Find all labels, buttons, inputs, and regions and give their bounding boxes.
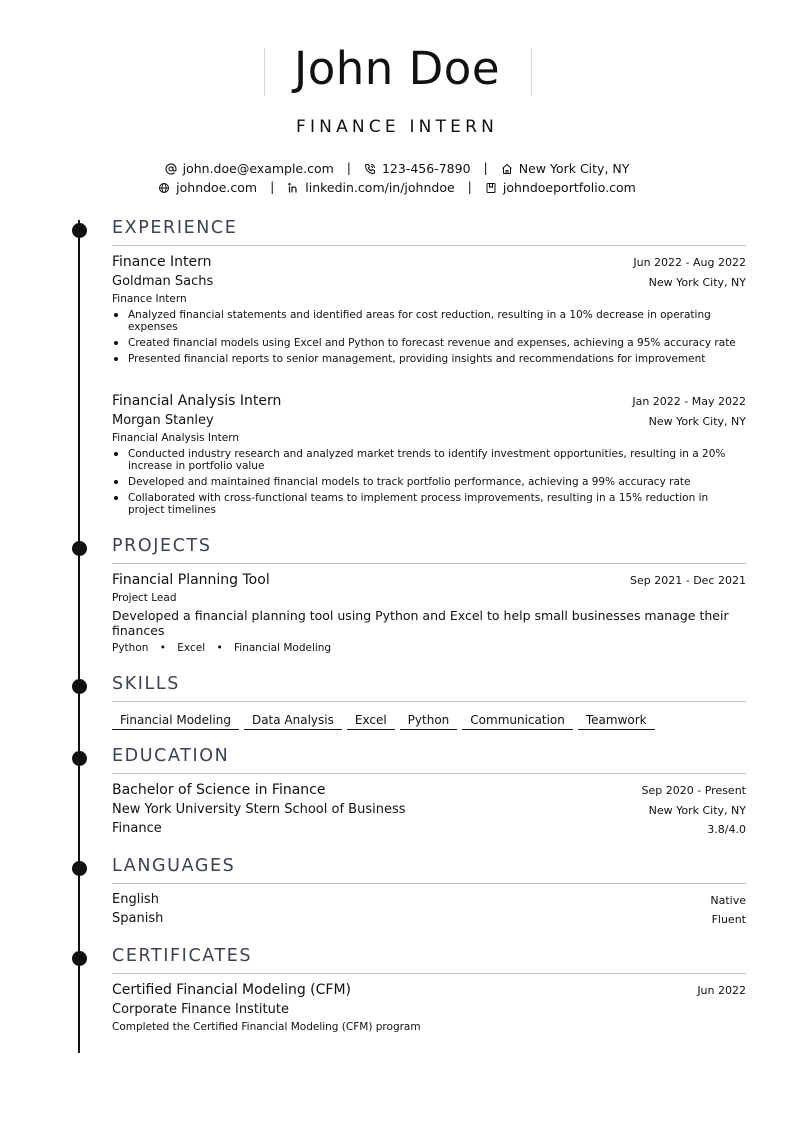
portfolio-icon bbox=[485, 182, 497, 194]
job-dates: Jan 2022 - May 2022 bbox=[632, 395, 746, 408]
certificate-issuer: Corporate Finance Institute bbox=[112, 1002, 289, 1017]
job-company: Goldman Sachs bbox=[112, 274, 214, 289]
project-name: Financial Planning Tool bbox=[112, 572, 270, 588]
section-heading: EXPERIENCE bbox=[112, 218, 238, 238]
list-item: Presented financial reports to senior management, providing insights and recommendations for improvement bbox=[112, 353, 746, 365]
contact-separator: | bbox=[270, 179, 275, 194]
education-location: New York City, NY bbox=[648, 804, 746, 817]
list-item: Analyzed financial statements and identified areas for cost reduction, resulting in a 10% decrease in operating expenses bbox=[112, 309, 746, 333]
contact-phone[interactable] bbox=[364, 161, 471, 177]
language-level: Fluent bbox=[711, 913, 746, 926]
certificate-name: Certified Financial Modeling (CFM) bbox=[112, 982, 352, 998]
project-role: Project Lead bbox=[112, 592, 177, 604]
contact-separator: | bbox=[346, 160, 351, 175]
timeline-dot-languages bbox=[72, 861, 87, 876]
timeline-dot-experience bbox=[72, 223, 87, 238]
at-icon bbox=[165, 163, 177, 175]
section-divider bbox=[112, 773, 746, 774]
languages-section bbox=[112, 856, 746, 931]
language-name: English bbox=[112, 892, 159, 907]
language-level: Native bbox=[710, 894, 746, 907]
certificates-section bbox=[112, 946, 746, 1041]
linkedin-icon bbox=[287, 182, 299, 194]
contact-linkedin[interactable] bbox=[287, 180, 454, 196]
globe-icon bbox=[158, 182, 170, 194]
location-text: New York City, NY bbox=[518, 160, 630, 176]
experience-item-position bbox=[112, 431, 746, 449]
keyword-separator: • bbox=[159, 642, 166, 654]
job-bullets bbox=[112, 448, 746, 520]
school: New York University Stern School of Business bbox=[112, 802, 406, 817]
experience-item-company bbox=[112, 412, 746, 430]
contact-separator: | bbox=[483, 160, 488, 175]
section-divider bbox=[112, 563, 746, 564]
certificate-date: Jun 2022 bbox=[697, 984, 746, 997]
contact-row-links bbox=[0, 179, 794, 196]
contact-separator: | bbox=[467, 179, 472, 194]
language-row bbox=[112, 910, 746, 928]
skill-tag: Python bbox=[400, 712, 458, 730]
contact-location bbox=[501, 161, 630, 177]
skill-tag: Excel bbox=[347, 712, 395, 730]
education-section bbox=[112, 746, 746, 841]
phone-text: 123-456-7890 bbox=[381, 160, 471, 176]
home-icon bbox=[501, 163, 513, 175]
section-heading: EDUCATION bbox=[112, 746, 230, 766]
section-heading: LANGUAGES bbox=[112, 856, 236, 876]
certificate-header bbox=[112, 981, 746, 999]
experience-item-position bbox=[112, 292, 746, 310]
section-divider bbox=[112, 701, 746, 702]
timeline-dot-certificates bbox=[72, 951, 87, 966]
list-item: Developed and maintained financial models to track portfolio performance, achieving a 99% accuracy rate bbox=[112, 476, 746, 488]
project-item-header bbox=[112, 571, 746, 589]
list-item: Created financial models using Excel and Python to forecast revenue and expenses, achieving a 95% accuracy rate bbox=[112, 337, 746, 349]
skill-tag: Teamwork bbox=[578, 712, 655, 730]
timeline-line bbox=[78, 220, 80, 1053]
certificate-summary: Completed the Certified Financial Modeling (CFM) program bbox=[112, 1021, 421, 1033]
job-role: Financial Analysis Intern bbox=[112, 393, 282, 409]
experience-section bbox=[112, 218, 746, 518]
experience-item-header bbox=[112, 253, 746, 271]
skill-tag: Financial Modeling bbox=[112, 712, 239, 730]
section-divider bbox=[112, 245, 746, 246]
keyword: Excel bbox=[177, 642, 206, 654]
section-divider bbox=[112, 883, 746, 884]
website-text: johndoe.com bbox=[176, 179, 258, 195]
job-position: Financial Analysis Intern bbox=[112, 432, 240, 444]
timeline-dot-skills bbox=[72, 679, 87, 694]
contact-portfolio[interactable] bbox=[485, 180, 636, 196]
gpa: 3.8/4.0 bbox=[707, 823, 746, 836]
skill-list bbox=[112, 709, 746, 730]
section-heading: CERTIFICATES bbox=[112, 946, 253, 966]
skill-tag: Communication bbox=[462, 712, 573, 730]
job-role: Finance Intern bbox=[112, 254, 212, 270]
keyword: Financial Modeling bbox=[234, 642, 332, 654]
contact-email[interactable] bbox=[165, 161, 334, 177]
job-bullets bbox=[112, 309, 746, 369]
language-name: Spanish bbox=[112, 911, 164, 926]
timeline-dot-education bbox=[72, 751, 87, 766]
skills-section bbox=[112, 674, 746, 734]
degree: Bachelor of Science in Finance bbox=[112, 782, 326, 798]
project-dates: Sep 2021 - Dec 2021 bbox=[630, 574, 746, 587]
project-role-row bbox=[112, 591, 746, 609]
timeline-dot-projects bbox=[72, 541, 87, 556]
job-position: Finance Intern bbox=[112, 293, 187, 305]
job-location: New York City, NY bbox=[648, 415, 746, 428]
job-company: Morgan Stanley bbox=[112, 413, 214, 428]
section-heading: PROJECTS bbox=[112, 536, 212, 556]
education-dates: Sep 2020 - Present bbox=[641, 784, 746, 797]
phone-icon bbox=[364, 163, 376, 175]
certificate-issuer-row bbox=[112, 1001, 746, 1019]
email-text: john.doe@example.com bbox=[182, 160, 334, 176]
certificate-summary-row bbox=[112, 1020, 746, 1038]
project-keywords bbox=[112, 641, 331, 655]
education-header bbox=[112, 781, 746, 799]
project-description: Developed a financial planning tool using Python and Excel to help small businesses manage their finances bbox=[112, 608, 729, 638]
job-dates: Jun 2022 - Aug 2022 bbox=[633, 256, 746, 269]
keyword: Python bbox=[112, 642, 149, 654]
list-item: Collaborated with cross-functional teams to implement process improvements, resulting in a 15% reduction in project timelines bbox=[112, 492, 746, 516]
section-heading: SKILLS bbox=[112, 674, 180, 694]
field-of-study: Finance bbox=[112, 821, 162, 836]
education-field-row bbox=[112, 820, 746, 838]
list-item: Conducted industry research and analyzed market trends to identify investment opportunities, resulting in a 20% increase in portfolio value bbox=[112, 448, 746, 472]
job-location: New York City, NY bbox=[648, 276, 746, 289]
section-divider bbox=[112, 973, 746, 974]
portfolio-text: johndoeportfolio.com bbox=[502, 179, 636, 195]
contact-row-primary bbox=[0, 160, 794, 177]
candidate-name: John Doe bbox=[293, 42, 501, 95]
skill-tag: Data Analysis bbox=[244, 712, 342, 730]
projects-section bbox=[112, 536, 746, 666]
linkedin-text: linkedin.com/in/johndoe bbox=[305, 179, 455, 195]
candidate-title: FINANCE INTERN bbox=[295, 117, 499, 137]
experience-item-header bbox=[112, 392, 746, 410]
experience-item-company bbox=[112, 273, 746, 291]
keyword-separator: • bbox=[216, 642, 223, 654]
contact-website[interactable] bbox=[158, 180, 257, 196]
language-row bbox=[112, 891, 746, 909]
education-school-row bbox=[112, 801, 746, 819]
